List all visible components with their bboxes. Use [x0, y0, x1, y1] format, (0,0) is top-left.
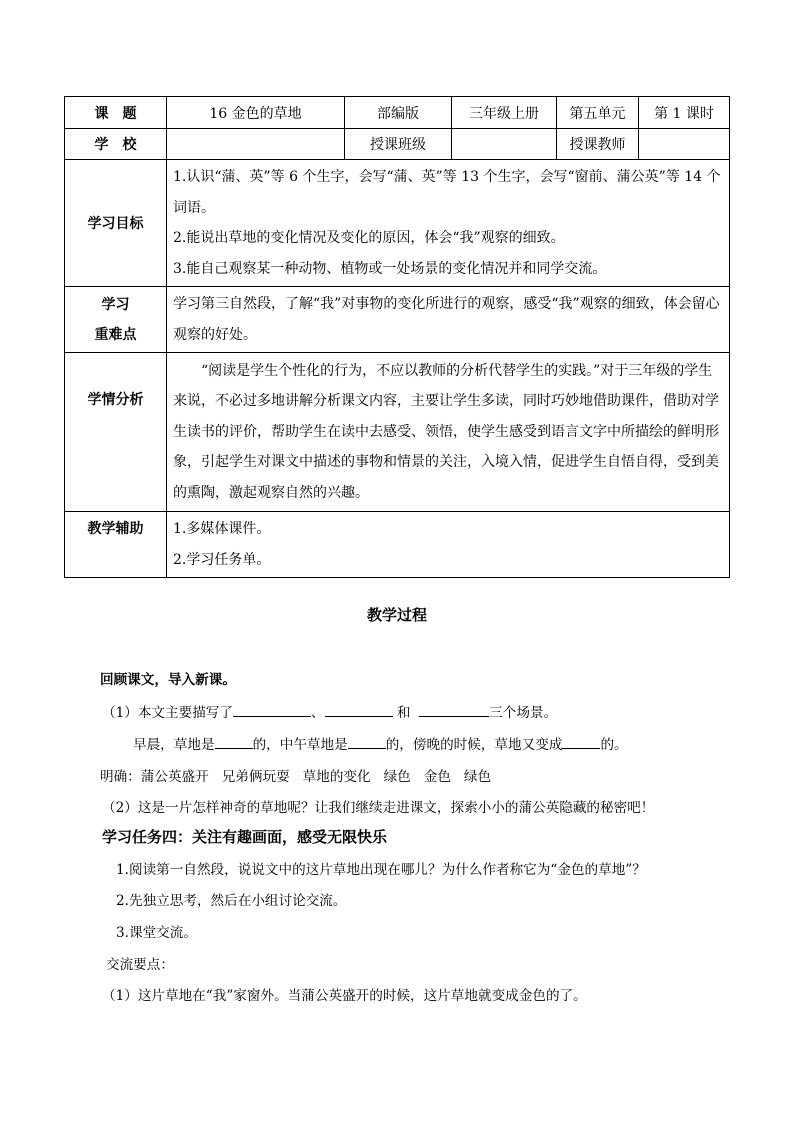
analysis-text: “阅读是学生个性化的行为，不应以教师的分析代替学生的实践。”对于三年级的学生来说，不必过多地讲解分析课文内容，主要让学生多读，同时巧妙地借助课件，借助对学生读书的评价，帮助学生在读中去感受、领悟，使学生感受到语言文字中所描绘的鲜明形象，引起学生对课文中描述的事物和情景的关注，入境入情，促进学生自悟自得，受到美的熏陶，激起观察自然的兴趣。 — [173, 362, 719, 501]
answer-label: 明确： — [100, 769, 141, 785]
question-1-line2 — [133, 733, 628, 753]
analysis-content — [167, 353, 730, 512]
lesson-info-table — [64, 96, 730, 578]
aids-label: 教学辅助 — [65, 512, 167, 578]
goals-content — [167, 160, 730, 287]
key-label — [65, 287, 167, 353]
key-point-1: （1）这片草地在“我”家窗外。当蒲公英盛开的时候，这片草地就变成金色的了。 — [102, 988, 587, 1004]
answer-line — [100, 765, 491, 785]
task4-item: 2.先独立思考，然后在小组讨论交流。 — [116, 893, 347, 909]
q1-line2-a: 早晨，草地是 — [133, 737, 215, 753]
class-value — [452, 129, 557, 160]
edition-cell: 部编版 — [345, 97, 452, 129]
q1-text-b: 、 — [311, 705, 325, 721]
answer-item: 兄弟俩玩耍 — [221, 769, 290, 785]
fill-blank[interactable] — [562, 735, 600, 749]
key-points-label: 交流要点： — [106, 957, 174, 973]
fill-blank[interactable] — [233, 703, 311, 717]
review-heading: 回顾课文，导入新课。 — [100, 672, 236, 688]
q1-line2-c: 的，傍晚的时候，草地又变成 — [385, 737, 563, 753]
class-label: 授课班级 — [345, 129, 452, 160]
topic-label: 课 题 — [65, 97, 167, 129]
teacher-value — [639, 129, 730, 160]
answer-item: 草地的变化 — [302, 769, 371, 785]
task4-item: 3.课堂交流。 — [116, 925, 197, 941]
aid-item: 2.学习任务单。 — [173, 551, 271, 568]
fill-blank[interactable] — [419, 703, 489, 717]
task4-item: 1.阅读第一自然段，说说文中的这片草地出现在哪儿？为什么作者称它为“金色的草地”？ — [116, 862, 646, 878]
answer-item: 绿色 — [383, 769, 411, 785]
school-value — [167, 129, 345, 160]
question-2: （2）这是一片怎样神奇的草地呢？让我们继续走进课文，探索小小的蒲公英隐藏的秘密吧！ — [102, 800, 655, 816]
period-cell: 第 1 课时 — [639, 97, 730, 129]
grade-cell: 三年级上册 — [452, 97, 557, 129]
aids-content — [167, 512, 730, 578]
analysis-label: 学情分析 — [65, 353, 167, 512]
q1-text-a: （1）本文主要描写了 — [102, 705, 233, 721]
key-text: 学习第三自然段，了解“我”对事物的变化所进行的观察，感受“我”观察的细致，体会留心观察的好处。 — [173, 296, 720, 343]
task4-heading: 学习任务四：关注有趣画面，感受无限快乐 — [102, 828, 388, 846]
question-1 — [102, 701, 557, 721]
goal-item: 1.认识“蒲、英”等 6 个生字，会写“蒲、英”等 13 个生字，会写“窗前、蒲公英”等 14 个词语。 — [173, 169, 721, 216]
q1-line2-d: 的。 — [600, 737, 628, 753]
key-content — [167, 287, 730, 353]
fill-blank[interactable] — [215, 735, 253, 749]
lesson-title: 16 金色的草地 — [167, 97, 345, 129]
q1-text-c: 和 — [396, 705, 411, 721]
unit-cell: 第五单元 — [557, 97, 639, 129]
key-label-line2: 重难点 — [94, 326, 137, 343]
fill-blank[interactable] — [325, 703, 393, 717]
answer-item: 绿色 — [463, 769, 492, 785]
goals-label: 学习目标 — [65, 160, 167, 287]
aid-item: 1.多媒体课件。 — [173, 521, 271, 537]
q1-line2-b: 的，中午草地是 — [252, 737, 348, 753]
key-label-line1: 学习 — [101, 296, 130, 313]
process-title: 教学过程 — [366, 606, 427, 624]
q1-text-d: 三个场景。 — [489, 705, 558, 721]
goal-item: 3.能自己观察某一种动物、植物或一处场景的变化情况并和同学交流。 — [173, 260, 607, 277]
answer-item: 金色 — [423, 769, 451, 785]
fill-blank[interactable] — [348, 735, 386, 749]
school-label: 学 校 — [65, 129, 167, 160]
goal-item: 2.能说出草地的变化情况及变化的原因，体会“我”观察的细致。 — [173, 230, 565, 246]
teacher-label: 授课教师 — [557, 129, 639, 160]
answer-item: 蒲公英盛开 — [140, 769, 209, 785]
